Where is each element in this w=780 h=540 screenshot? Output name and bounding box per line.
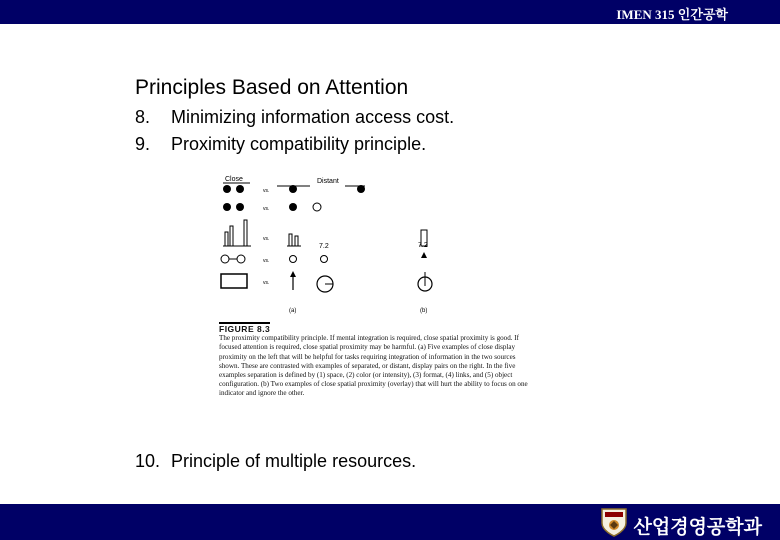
vs-label: vs.: [263, 258, 270, 264]
open-dot-icon: [237, 255, 245, 263]
digital-readout: 7.2: [319, 243, 329, 250]
proximity-figure-illustration: [215, 170, 531, 320]
list-item-number: 9.: [135, 134, 151, 154]
list-item-text: Principle of multiple resources.: [171, 451, 417, 471]
vs-label: vs.: [263, 188, 270, 194]
dot-icon: [223, 185, 231, 193]
course-title: IMEN 315 인간공학: [616, 7, 728, 22]
bar-icon: [295, 236, 298, 246]
object-box-icon: [221, 274, 247, 288]
dot-icon: [236, 185, 244, 193]
figure-caption: [219, 322, 529, 399]
panel-b-label: (b): [420, 308, 428, 314]
dot-icon: [289, 185, 297, 193]
vs-label: vs.: [263, 236, 270, 242]
open-dot-icon: [290, 256, 297, 263]
open-dot-icon: [221, 255, 229, 263]
open-dot-icon: [321, 256, 328, 263]
vs-label: vs.: [263, 280, 270, 286]
distant-label: Distant: [317, 178, 339, 185]
needle-arrow-icon: [290, 271, 296, 277]
bar-icon: [289, 234, 292, 246]
figure-caption-text: The proximity compatibility principle. If mental integration is required, close spatial proximity is good. If focused attention is required, close spatial proximity may be harmful. (a) Five examples of close display proximity on the left that will be helpful for tasks requiring integration of information in the two sources shown. These are contrasted with examples of separated, or distant, display pairs on the right. In the five examples separation is defined by (1) space, (2) color (or intensity), (3) format, (4) links, and (5) object configuration. (b) Two examples of close spatial proximity (overlay) that will hurt the ability to focus on one indicator and ignore the other.: [219, 334, 528, 398]
pointer-arrow-icon: [421, 252, 427, 258]
list-item: [135, 134, 426, 155]
dot-icon: [289, 203, 297, 211]
list-item-number: 8.: [135, 107, 151, 127]
list-item-text: Proximity compatibility principle.: [171, 134, 427, 154]
top-bar: [0, 0, 780, 24]
department-name: 산업경영공학과: [633, 517, 762, 538]
close-label: Close: [225, 176, 243, 183]
slide-heading: Principles Based on Attention: [135, 76, 409, 99]
vs-label: vs.: [263, 206, 270, 212]
list-item: [135, 451, 416, 472]
list-item-text: Minimizing information access cost.: [171, 107, 455, 127]
overlay-readout: 7.2: [418, 242, 428, 249]
figure-caption-label: FIGURE 8.3: [219, 324, 271, 334]
panel-a-label: (a): [289, 308, 297, 314]
dot-icon: [236, 203, 244, 211]
bar-icon: [225, 232, 228, 246]
list-item: [135, 107, 454, 128]
dot-icon: [223, 203, 231, 211]
bar-icon: [244, 220, 247, 246]
list-item-number: 10.: [135, 451, 161, 471]
bar-icon: [230, 226, 233, 246]
bottom-bar: [0, 504, 780, 540]
dot-icon: [357, 185, 365, 193]
open-dot-icon: [313, 203, 321, 211]
university-crest-icon: [600, 507, 628, 537]
